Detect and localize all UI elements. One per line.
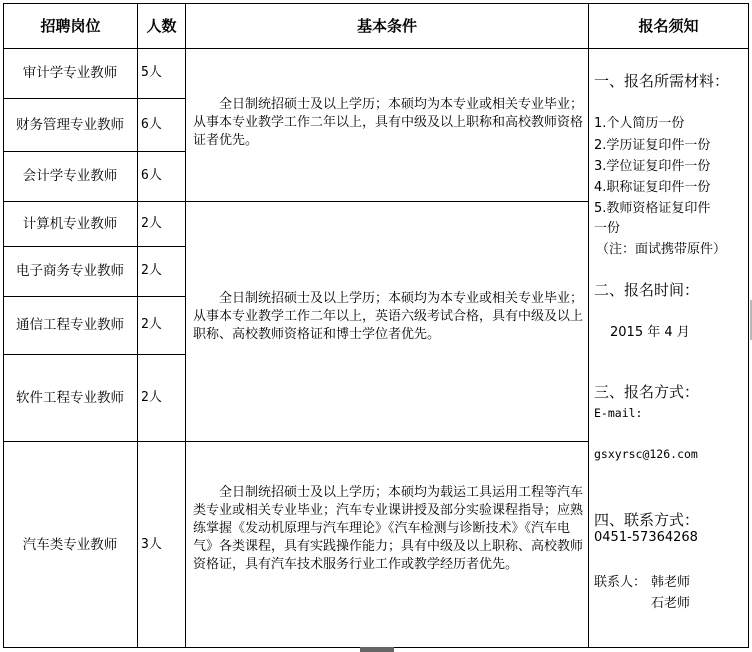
email-link[interactable]: gsxyrsc@126.com <box>594 447 698 461</box>
conditions-cell: 全日制统招硕士及以上学历；本硕均为载运工具运用工程等汽车类专业或相关专业毕业；汽车专业课讲授及部分实验课程指导；应熟练掌握《发动机原理与汽车理论》《汽车检测与诊断技术》《汽车电气》各类课程，具有实践操作能力；具有中级及以上职称、高校教师资格证，具有汽车技术服务行业工作或教学经历者优先。 <box>193 485 584 572</box>
contact-name: 石老师 <box>651 596 691 611</box>
header-position: 招聘岗位 <box>40 17 101 35</box>
grid-line <box>3 296 186 297</box>
count-cell: 3人 <box>141 537 162 552</box>
materials-item: 1.个人简历一份 <box>594 116 685 131</box>
position-cell: 软件工程专业教师 <box>16 390 124 406</box>
email-label: E-mail: <box>594 406 643 420</box>
grid-line <box>185 3 186 648</box>
grid-line <box>3 151 186 152</box>
header-count: 人数 <box>146 17 177 35</box>
grid-line <box>3 441 589 442</box>
count-cell: 2人 <box>141 317 162 332</box>
grid-line <box>137 3 138 648</box>
method-title: 三、报名方式： <box>594 383 700 401</box>
time-title: 二、报名时间： <box>594 281 700 299</box>
grid-line <box>3 48 749 49</box>
materials-item: 一份 <box>594 221 621 236</box>
conditions-cell: 全日制统招硕士及以上学历；本硕均为本专业或相关专业毕业；从事本专业教学工作二年以上，英语六级考试合格，具有中级及以上职称、高校教师资格证和博士学位者优先。 <box>193 291 584 342</box>
materials-item: 5.教师资格证复印件 <box>594 201 711 216</box>
count-cell: 2人 <box>141 390 162 405</box>
grid-line <box>748 3 749 648</box>
position-cell: 汽车类专业教师 <box>22 537 118 553</box>
resize-handle[interactable] <box>360 647 394 652</box>
grid-line <box>3 3 749 4</box>
position-cell: 电子商务专业教师 <box>16 263 124 279</box>
count-cell: 5人 <box>141 65 162 80</box>
grid-line <box>3 201 589 202</box>
header-conditions: 基本条件 <box>356 17 417 35</box>
position-cell: 会计学专业教师 <box>22 168 118 184</box>
header-notice: 报名须知 <box>638 17 699 35</box>
grid-line <box>3 98 186 99</box>
contact-label: 联系人： <box>594 575 647 590</box>
position-cell: 审计学专业教师 <box>22 65 118 81</box>
count-cell: 2人 <box>141 216 162 231</box>
materials-item: 2.学历证复印件一份 <box>594 138 711 153</box>
contact-name: 韩老师 <box>651 575 691 590</box>
grid-line <box>588 3 589 648</box>
grid-line <box>3 246 186 247</box>
conditions-cell: 全日制统招硕士及以上学历；本硕均为本专业或相关专业毕业；从事本专业教学工作二年以上，具有中级及以上职称和高校教师资格证者优先。 <box>193 97 584 148</box>
phone-number: 0451-57364268 <box>594 530 698 545</box>
grid-line <box>3 354 186 355</box>
count-cell: 6人 <box>141 117 162 132</box>
position-cell: 通信工程专业教师 <box>16 317 124 333</box>
apply-time: 2015 年 4 月 <box>610 325 690 340</box>
position-cell: 财务管理专业教师 <box>16 117 124 133</box>
materials-title: 一、报名所需材料： <box>594 72 730 90</box>
position-cell: 计算机专业教师 <box>22 216 118 232</box>
materials-item: 4.职称证复印件一份 <box>594 180 711 195</box>
count-cell: 6人 <box>141 168 162 183</box>
materials-note: （注：面试携带原件） <box>596 242 727 257</box>
materials-item: 3.学位证复印件一份 <box>594 159 711 174</box>
contact-title: 四、联系方式： <box>594 511 700 529</box>
count-cell: 2人 <box>141 263 162 278</box>
